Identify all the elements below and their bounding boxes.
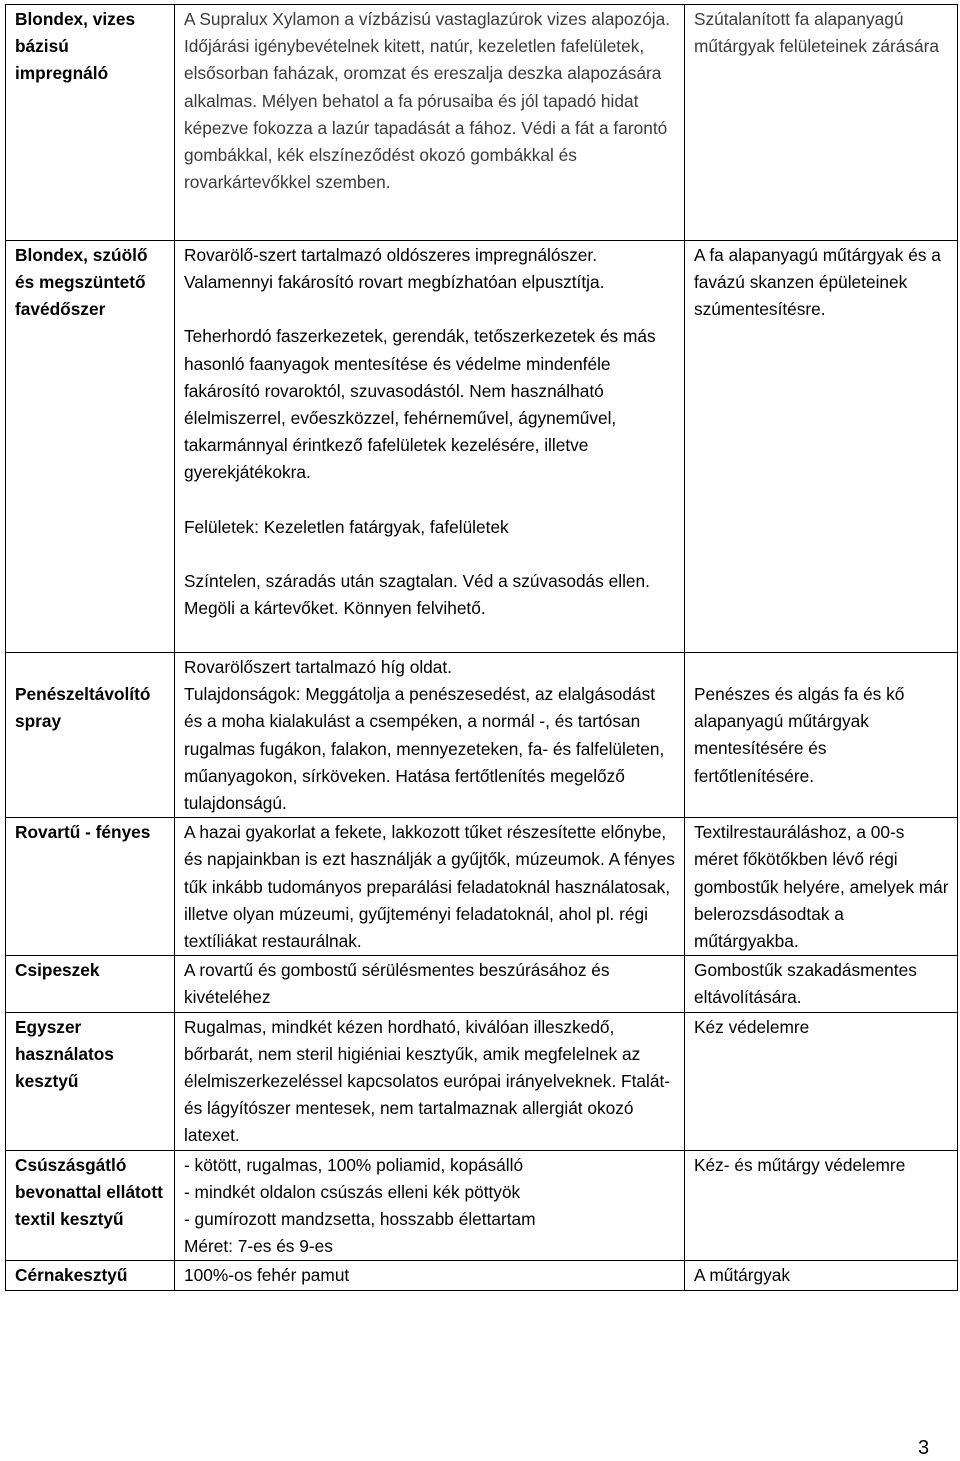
product-description: A Supralux Xylamon a vízbázisú vastaglazúrok vizes alapozója. Időjárási igénybevételnek kitett, natúr, kezeletlen fafelületek, elsősorban faházak, oromzat és ereszalja deszka alapozására alkalmas. Mélyen behatol a fa pórusaiba és jól tapadó hidat képezve fokozza a lazúr tapadását a fához. Védi a fát a farontó gombákkal, kék elszíneződést okozó gombákkal és rovarkártevőkkel szemben. [175,5,685,241]
product-description: - kötött, rugalmas, 100% poliamid, kopásálló - mindkét oldalon csúszás elleni kék pöttyök - gumírozott mandzsetta, hosszabb élettartam Méret: 7-es és 9-es [175,1150,685,1261]
product-name: Egyszer használatos kesztyű [6,1012,175,1150]
product-name: Penészeltávolító spray [6,653,175,818]
product-usage: A műtárgyak [685,1261,958,1290]
product-description: Rovarölő-szert tartalmazó oldószeres impregnálószer. Valamennyi fakárosító rovart megbízhatóan elpusztítja. Teherhordó faszerkezetek, gerendák, tetőszerkezetek és más hasonló faanyagok mentesítése és védelme mindenféle fakárosító rovaroktól, szuvasodástól. Nem használható élelmiszerrel, evőeszközzel, fehérneművel, ágyneművel, takarmánnyal érintkező fafelületek kezelésére, illetve gyerekjátékokra. Felületek: Kezeletlen fatárgyak, fafelületek Színtelen, száradás után szagtalan. Véd a szúvasodás ellen. Megöli a kártevőket. Könnyen felvihető. [175,241,685,653]
table-row [6,818,958,956]
product-usage: Penészes és algás fa és kő alapanyagú műtárgyak mentesítésére és fertőtlenítésére. [685,653,958,818]
product-usage: A fa alapanyagú műtárgyak és a favázú skanzen épületeinek szúmentesítésre. [685,241,958,653]
table-row [6,1261,958,1290]
table-row [6,956,958,1012]
table-row [6,1150,958,1261]
table-row [6,5,958,241]
product-description: 100%-os fehér pamut [175,1261,685,1290]
product-name: Cérnakesztyű [6,1261,175,1290]
product-description: Rovarölőszert tartalmazó híg oldat. Tulajdonságok: Meggátolja a penészesedést, az elalgásodást és a moha kialakulást a csempéken, a normál -, és tartósan rugalmas fugákon, falakon, mennyezeteken, fa- és falfelületen, műanyagokon, sírköveken. Hatása fertőtlenítés megelőző tulajdonságú. [175,653,685,818]
table-row [6,653,958,818]
product-name: Blondex, szúölő és megszüntető favédőszer [6,241,175,653]
product-description: Rugalmas, mindkét kézen hordható, kiválóan illeszkedő, bőrbarát, nem steril higiéniai kesztyűk, amik megfelelnek az élelmiszerkezeléssel kapcsolatos európai irányelveknek. Ftalát- és lágyítószer mentesek, nem tartalmaznak allergiát okozó latexet. [175,1012,685,1150]
page-number: 3 [918,1437,930,1459]
product-usage: Kéz védelemre [685,1012,958,1150]
table-row [6,241,958,653]
product-name: Csipeszek [6,956,175,1012]
table-row [6,1012,958,1150]
product-name: Rovartű - fényes [6,818,175,956]
product-table [5,4,958,1291]
product-usage: Gombostűk szakadásmentes eltávolítására. [685,956,958,1012]
product-usage: Kéz- és műtárgy védelemre [685,1150,958,1261]
product-description: A hazai gyakorlat a fekete, lakkozott tűket részesítette előnybe, és napjainkban is ezt használják a gyűjtők, múzeumok. A fényes tűk inkább tudományos preparálási feladatoknál használatosak, illetve olyan múzeumi, gyűjteményi feladatoknál, ahol pl. régi textíliákat restaurálnak. [175,818,685,956]
product-usage: Szútalanított fa alapanyagú műtárgyak felületeinek zárására [685,5,958,241]
product-description: A rovartű és gombostű sérülésmentes beszúrásához és kivételéhez [175,956,685,1012]
product-usage: Textilrestauráláshoz, a 00-s méret főkötőkben lévő régi gombostűk helyére, amelyek már belerozsdásodtak a műtárgyakba. [685,818,958,956]
product-name: Blondex, vizes bázisú impregnáló [6,5,175,241]
product-name: Csúszásgátló bevonattal ellátott textil kesztyű [6,1150,175,1261]
